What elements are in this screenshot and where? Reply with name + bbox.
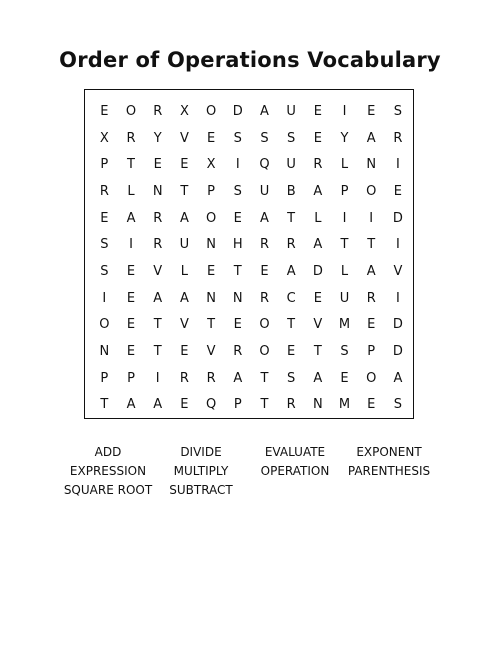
word-list-item: DIVIDE <box>180 445 222 459</box>
grid-letter: D <box>392 210 403 226</box>
grid-letter: O <box>366 370 377 386</box>
grid-letter: L <box>340 157 349 173</box>
grid-letter: V <box>153 263 163 279</box>
grid-letter: A <box>153 397 163 413</box>
word-list-item: SUBTRACT <box>169 483 233 497</box>
grid-letter: Y <box>153 130 162 146</box>
grid-letter: V <box>313 317 323 333</box>
grid-letter: T <box>287 210 296 226</box>
grid-letter: A <box>313 370 323 386</box>
grid-letter: Q <box>205 397 217 413</box>
grid-letter: O <box>205 210 217 226</box>
grid-letter: P <box>233 397 242 413</box>
grid-letter: N <box>206 290 216 306</box>
grid-letter: E <box>180 157 189 173</box>
grid-letter: D <box>312 263 323 279</box>
grid-letter: A <box>366 130 376 146</box>
grid-letter: U <box>339 290 350 306</box>
grid-letter: S <box>393 397 403 413</box>
grid-letter: U <box>259 183 270 199</box>
grid-letter: E <box>260 263 269 279</box>
grid-letter: P <box>207 183 216 199</box>
grid-letter: N <box>206 237 216 253</box>
grid-letter: R <box>313 157 323 173</box>
grid-letter: I <box>395 237 400 253</box>
letter-grid <box>91 98 411 418</box>
grid-letter: T <box>233 263 242 279</box>
grid-letter: A <box>179 210 189 226</box>
grid-letter: S <box>340 344 349 360</box>
grid-letter: R <box>153 210 163 226</box>
grid-letter: R <box>393 130 403 146</box>
grid-letter: T <box>260 397 269 413</box>
grid-letter: A <box>313 237 323 253</box>
grid-letter: E <box>367 317 376 333</box>
grid-letter: I <box>235 157 240 173</box>
grid-letter: E <box>100 103 109 119</box>
grid-letter: Q <box>259 157 270 173</box>
grid-letter: V <box>179 130 189 146</box>
grid-letter: T <box>127 157 135 173</box>
grid-letter: A <box>313 183 323 199</box>
grid-letter: E <box>126 263 136 279</box>
grid-letter: I <box>369 210 374 226</box>
grid-letter: T <box>340 237 349 253</box>
grid-letter: D <box>392 317 403 333</box>
grid-letter: I <box>342 210 347 226</box>
grid-letter: L <box>314 210 322 226</box>
grid-letter: R <box>153 103 163 119</box>
grid-letter: S <box>287 370 296 386</box>
grid-letter: P <box>340 183 349 199</box>
grid-letter: R <box>126 130 136 146</box>
grid-letter: O <box>125 103 137 119</box>
grid-letter: L <box>340 263 349 279</box>
grid-letter: T <box>180 183 189 199</box>
grid-letter: O <box>366 183 377 199</box>
grid-letter: P <box>100 157 109 173</box>
word-search-grid <box>84 89 414 419</box>
grid-letter: S <box>100 237 109 253</box>
grid-letter: L <box>127 183 135 199</box>
grid-letter: N <box>99 344 110 360</box>
grid-letter: E <box>367 103 376 119</box>
grid-letter: E <box>393 183 403 199</box>
grid-letter: A <box>286 263 296 279</box>
word-list-item: MULTIPLY <box>173 464 229 478</box>
grid-letter: X <box>99 130 109 146</box>
grid-letter: E <box>206 263 216 279</box>
grid-letter: V <box>206 344 216 360</box>
grid-letter: R <box>366 290 376 306</box>
grid-letter: R <box>99 183 109 199</box>
grid-letter: S <box>287 130 296 146</box>
grid-letter: E <box>126 344 136 360</box>
grid-letter: L <box>180 263 189 279</box>
grid-letter: P <box>127 370 135 386</box>
grid-letter: O <box>259 317 270 333</box>
grid-letter: C <box>286 290 296 306</box>
grid-letter: U <box>286 103 296 119</box>
grid-letter: O <box>259 344 270 360</box>
grid-letter: I <box>342 103 347 119</box>
grid-letter: S <box>233 183 242 199</box>
grid-letter: A <box>260 210 269 226</box>
grid-letter: H <box>232 237 243 253</box>
grid-letter: E <box>180 344 189 360</box>
grid-letter: O <box>205 103 217 119</box>
grid-letter: U <box>179 237 190 253</box>
word-list-item: OPERATION <box>260 464 330 478</box>
grid-letter: I <box>102 290 107 306</box>
grid-letter: Y <box>340 130 349 146</box>
grid-letter: E <box>126 290 136 306</box>
word-list-item: EXPRESSION <box>69 464 147 478</box>
grid-letter: E <box>233 210 242 226</box>
grid-letter: M <box>338 317 351 333</box>
grid-letter: A <box>126 397 136 413</box>
grid-letter: P <box>100 370 109 386</box>
grid-letter: A <box>153 290 163 306</box>
grid-letter: S <box>100 263 109 279</box>
word-list-item: EVALUATE <box>264 445 326 459</box>
grid-letter: I <box>129 237 133 253</box>
grid-letter: E <box>313 290 322 306</box>
word-list <box>62 444 452 499</box>
grid-letter: O <box>99 317 110 333</box>
word-list-item: PARENTHESIS <box>347 464 431 478</box>
grid-letter: N <box>232 290 243 306</box>
grid-letter: I <box>395 290 400 306</box>
grid-letter: R <box>259 290 269 306</box>
grid-letter: E <box>340 370 349 386</box>
grid-letter: N <box>366 157 377 173</box>
grid-letter: R <box>179 370 189 386</box>
grid-letter: E <box>313 130 322 146</box>
word-list-item: SQUARE ROOT <box>63 483 153 497</box>
grid-letter: S <box>260 130 269 146</box>
grid-letter: T <box>367 237 376 253</box>
grid-letter: T <box>287 317 296 333</box>
grid-letter: X <box>206 157 216 173</box>
grid-letter: E <box>126 317 136 333</box>
grid-letter: E <box>367 397 376 413</box>
grid-letter: A <box>366 263 376 279</box>
grid-letter: S <box>393 103 403 119</box>
grid-letter: R <box>153 237 163 253</box>
grid-letter: A <box>126 210 136 226</box>
grid-letter: S <box>233 130 242 146</box>
word-list-item: ADD <box>94 445 122 459</box>
grid-letter: N <box>152 183 163 199</box>
grid-letter: P <box>367 344 376 360</box>
grid-letter: N <box>312 397 323 413</box>
grid-letter: X <box>179 103 189 119</box>
grid-letter: D <box>392 344 403 360</box>
grid-letter: E <box>153 157 162 173</box>
grid-letter: E <box>233 317 242 333</box>
grid-letter: R <box>286 397 296 413</box>
grid-letter: V <box>179 317 189 333</box>
grid-letter: A <box>393 370 403 386</box>
grid-letter: R <box>233 344 243 360</box>
grid-letter: E <box>100 210 109 226</box>
grid-letter: R <box>286 237 296 253</box>
grid-letter: E <box>206 130 216 146</box>
grid-letter: A <box>179 290 189 306</box>
grid-letter: D <box>232 103 243 119</box>
grid-letter: T <box>313 344 322 360</box>
grid-letter: E <box>287 344 296 360</box>
grid-letter: E <box>313 103 322 119</box>
grid-letter: B <box>286 183 296 199</box>
grid-letter: M <box>338 397 351 413</box>
grid-letter: T <box>153 344 162 360</box>
grid-letter: E <box>180 397 189 413</box>
grid-letter: R <box>259 237 269 253</box>
grid-letter: T <box>260 370 269 386</box>
grid-letter: R <box>206 370 216 386</box>
grid-letter: A <box>260 103 269 119</box>
grid-letter: I <box>155 370 160 386</box>
grid-letter: T <box>153 317 162 333</box>
grid-letter: V <box>393 263 403 279</box>
grid-letter: T <box>207 317 216 333</box>
word-list-item: EXPONENT <box>356 445 422 459</box>
grid-letter: A <box>233 370 243 386</box>
grid-letter: T <box>100 397 109 413</box>
page-title: Order of Operations Vocabulary <box>59 48 441 72</box>
grid-letter: I <box>395 157 400 173</box>
grid-letter: U <box>286 157 296 173</box>
